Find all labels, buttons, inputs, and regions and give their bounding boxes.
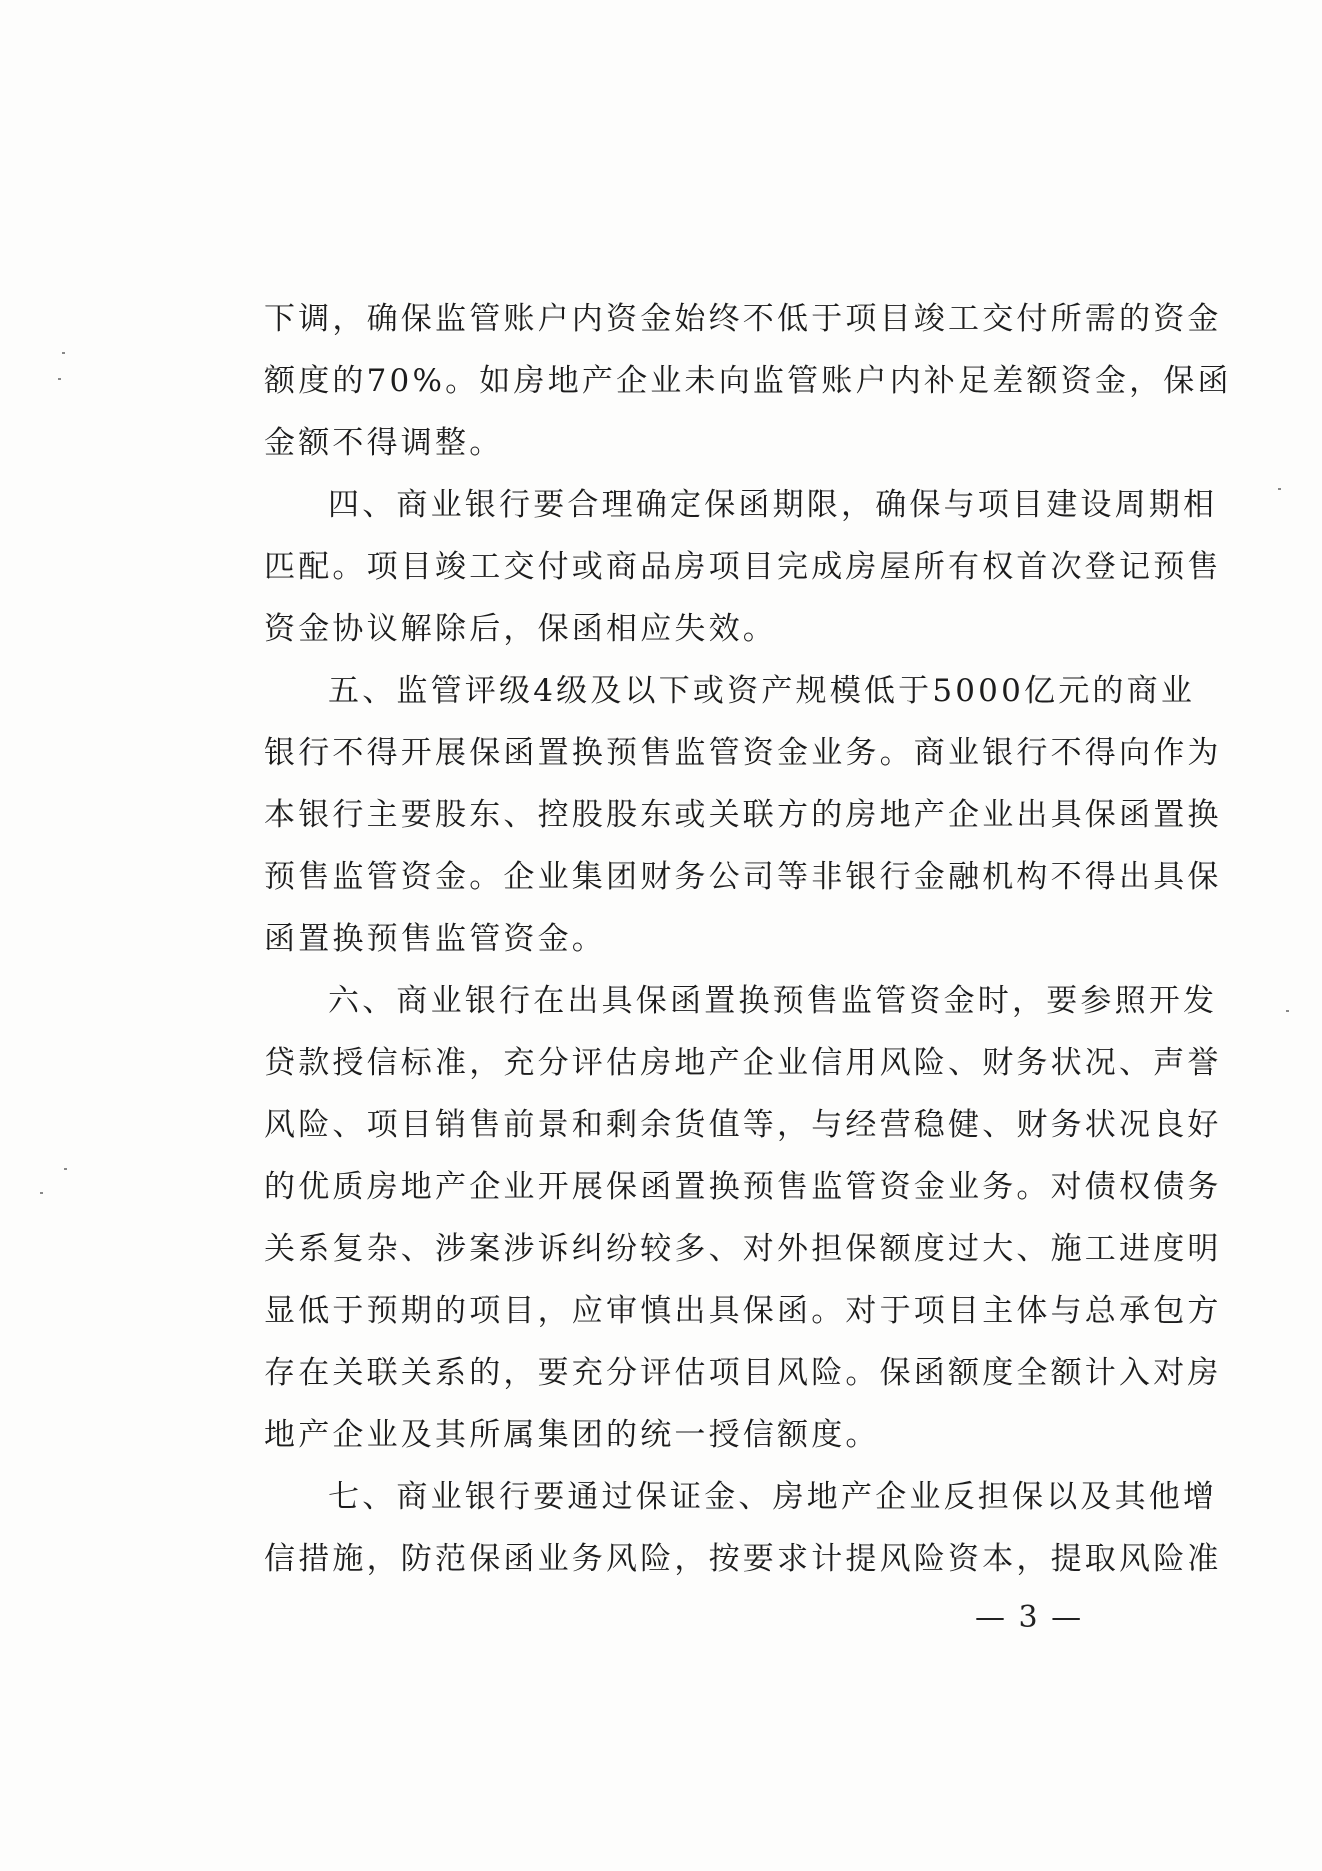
paragraph-start-line: 五、监管评级4级及以下或资产规模低于5000亿元的商业 [328, 673, 1196, 709]
paragraph-start-line: 六、商业银行在出具保函置换预售监管资金时，要参照开发 [328, 983, 1218, 1019]
text-line: 贷款授信标准，充分评估房地产企业信用风险、财务状况、声誉 [264, 1045, 1222, 1081]
text-line: 金额不得调整。 [264, 425, 504, 461]
text-line: 地产企业及其所属集团的统一授信额度。 [264, 1417, 880, 1453]
scan-artifact [58, 378, 61, 380]
text-line: 风险、项目销售前景和剩余货值等，与经营稳健、财务状况良好 [264, 1107, 1222, 1143]
text-line: 预售监管资金。企业集团财务公司等非银行金融机构不得出具保 [264, 859, 1222, 895]
text-line: 存在关联关系的，要充分评估项目风险。保函额度全额计入对房 [264, 1355, 1222, 1391]
text-line: 匹配。项目竣工交付或商品房项目完成房屋所有权首次登记预售 [264, 549, 1222, 585]
text-line: 信措施，防范保函业务风险，按要求计提风险资本，提取风险准 [264, 1541, 1222, 1577]
text-line: 的优质房地产企业开展保函置换预售监管资金业务。对债权债务 [264, 1169, 1222, 1205]
text-line: 函置换预售监管资金。 [264, 921, 606, 957]
scan-artifact [64, 1168, 67, 1170]
text-line: 下调，确保监管账户内资金始终不低于项目竣工交付所需的资金 [264, 301, 1222, 337]
scan-artifact [40, 1192, 43, 1194]
text-line: 本银行主要股东、控股股东或关联方的房地产企业出具保函置换 [264, 797, 1222, 833]
text-line: 银行不得开展保函置换预售监管资金业务。商业银行不得向作为 [264, 735, 1222, 771]
page-number: — 3 — [975, 1600, 1084, 1635]
text-line: 关系复杂、涉案涉诉纠纷较多、对外担保额度过大、施工进度明 [264, 1231, 1222, 1267]
paragraph-start-line: 七、商业银行要通过保证金、房地产企业反担保以及其他增 [328, 1479, 1218, 1515]
text-line: 额度的70%。如房地产企业未向监管账户内补足差额资金，保函 [264, 363, 1232, 399]
scan-artifact [62, 352, 65, 354]
text-line: 显低于预期的项目，应审慎出具保函。对于项目主体与总承包方 [264, 1293, 1222, 1329]
body-text [264, 288, 1232, 1590]
paragraph-start-line: 四、商业银行要合理确定保函期限，确保与项目建设周期相 [328, 487, 1218, 523]
text-line: 资金协议解除后，保函相应失效。 [264, 611, 777, 647]
scan-artifact [1286, 1010, 1289, 1012]
scan-artifact [1278, 488, 1281, 490]
